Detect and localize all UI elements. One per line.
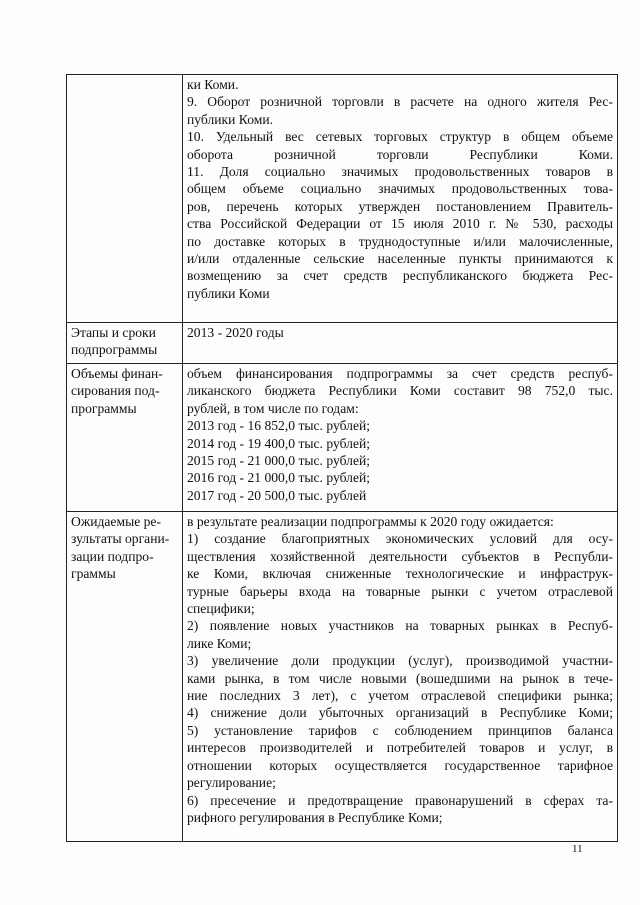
label-line: зультаты органи- [71,531,170,547]
table-row [67,75,618,323]
value-line: ке Коми, включая сниженные технологические и инфраструк- [187,566,613,582]
value-line: возмещению за счет средств республиканского бюджета Рес- [187,268,613,284]
value-line: рублей, в том числе по годам: [187,400,359,416]
value-line: ками рынка, в том числе новыми (вошедшими на рынок в тече- [187,670,613,686]
value-line: оборота розничной торговли Республики Коми. [187,146,613,162]
value-line: отношении которых осуществляется государственное тарифное [187,757,613,773]
value-line: турные барьеры входа на товарные рынки с учетом отраслевой [187,583,613,599]
value-line: лике Коми; [187,635,252,651]
label-line: подпрограммы [71,342,158,358]
row-label-cell [67,75,183,323]
label-line: Ожидаемые ре- [71,514,161,529]
row-value-cell [183,512,618,842]
value-line: 4) снижение доли убыточных организаций в Республике Коми; [187,705,613,721]
value-line: 3) увеличение доли продукции (услуг), производимой участни- [187,653,613,669]
value-line: 2013 - 2020 годы [187,325,284,340]
label-line: Объемы финан- [71,366,163,381]
value-line: ров, перечень которых утвержден постановлением Правитель- [187,198,613,214]
value-line: 2016 год - 21 000,0 тыс. рублей; [187,470,371,486]
value-line: и/или отдаленные сельские населенные пункты принимаются к [187,251,613,267]
label-line: зации подпро- [71,548,154,564]
value-line: 1) создание благоприятных экономических условий для осу- [187,531,613,547]
value-line: ства Российской Федерации от 15 июля 2010 г. № 530, расходы [187,216,613,232]
row-value-cell [183,323,618,364]
page-number: 11 [572,843,583,855]
value-line: публики Коми [187,285,270,301]
value-line: 2017 год - 20 500,0 тыс. рублей [187,487,367,503]
value-line: 11. Доля социально значимых продовольственных товаров в [187,164,613,180]
table-row [67,512,618,842]
row-label-cell [67,512,183,842]
value-line: 2013 год - 16 852,0 тыс. рублей; [187,418,371,434]
value-line: рифного регулирования в Республике Коми; [187,809,443,825]
value-line: ществления хозяйственной деятельности субъектов в Республи- [187,548,613,564]
value-line: 2014 год - 19 400,0 тыс. рублей; [187,435,371,451]
value-line: публики Коми. [187,111,274,127]
subprogram-passport-table [66,74,618,842]
row-label-cell [67,323,183,364]
value-line: в результате реализации подпрограммы к 2020 году ожидается: [187,514,554,529]
value-line: 2015 год - 21 000,0 тыс. рублей; [187,453,371,469]
value-line: специфики; [187,601,255,617]
label-line: граммы [71,566,116,582]
table-row [67,364,618,512]
label-line: программы [71,400,137,416]
value-line: 9. Оборот розничной торговли в расчете на одного жителя Рес- [187,94,613,110]
row-value-cell [183,75,618,323]
value-line: объем финансирования подпрограммы за счет средств респуб- [187,366,613,381]
value-line: общем объеме социально значимых продовольственных това- [187,181,613,197]
value-line: ние последних 3 лет), с учетом отраслевой специфики рынка; [187,688,613,704]
row-label-cell [67,364,183,512]
label-line: сирования под- [71,383,160,399]
value-line: 2) появление новых участников на товарных рынках в Респуб- [187,618,613,634]
value-line: ки Коми. [187,77,239,92]
row-value-cell [183,364,618,512]
value-line: по доставке которых в труднодоступные и/или малочисленные, [187,233,613,249]
value-line: 5) установление тарифов с соблюдением принципов баланса [187,722,613,738]
value-line: регулирование; [187,775,276,791]
value-line: 6) пресечение и предотвращение правонарушений в сферах та- [187,792,613,808]
value-line: ликанского бюджета Республики Коми составит 98 752,0 тыс. [187,383,613,399]
value-line: интересов производителей и потребителей товаров и услуг, в [187,740,613,756]
table-row [67,323,618,364]
value-line: 10. Удельный вес сетевых торговых структур в общем объеме [187,129,613,145]
label-line: Этапы и сроки [71,325,156,340]
